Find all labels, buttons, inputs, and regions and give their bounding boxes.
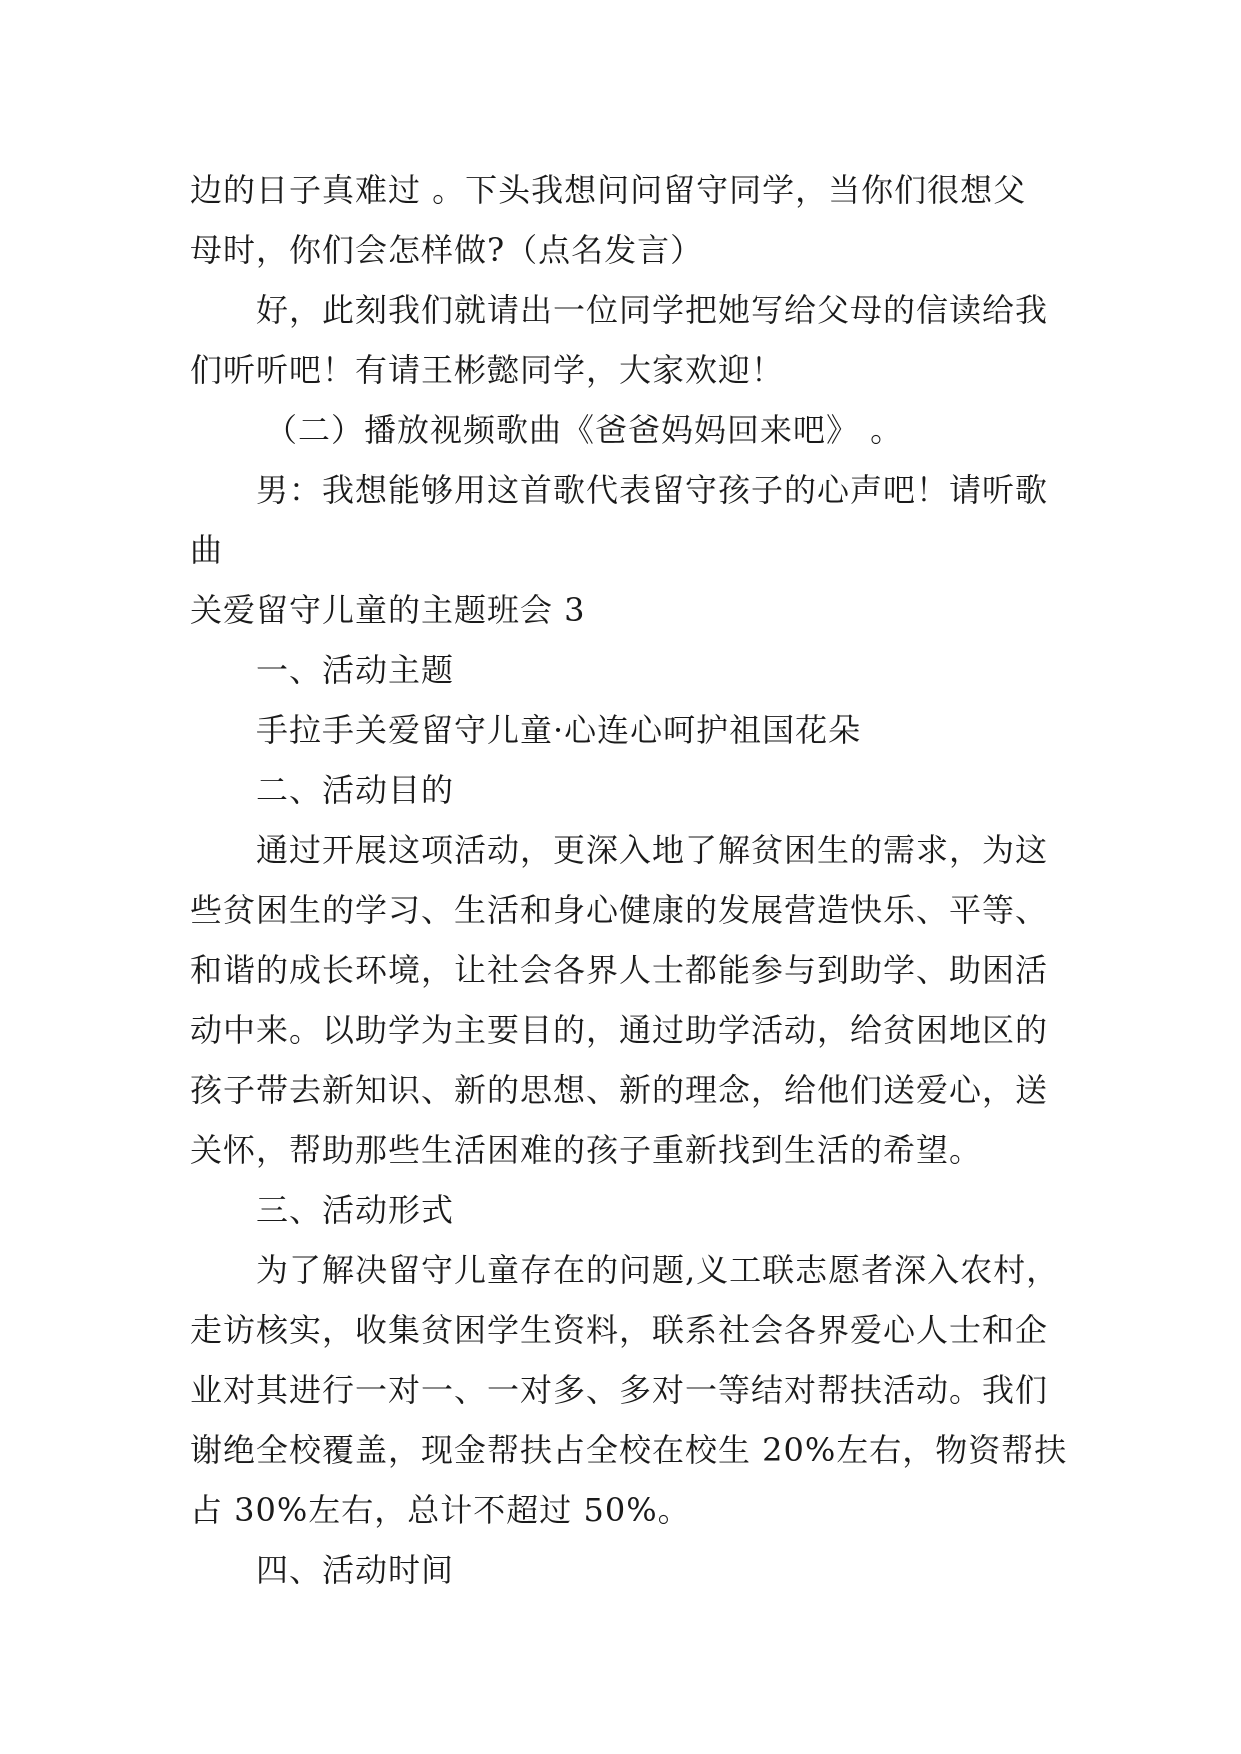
text-line: 好，此刻我们就请出一位同学把她写给父母的信读给我 (256, 291, 1049, 329)
text-line: 男：我想能够用这首歌代表留守孩子的心声吧！请听歌 (256, 471, 1049, 509)
text-line: 动中来。以助学为主要目的，通过助学活动，给贫困地区的 (190, 1011, 1049, 1049)
text-line: 为了解决留守儿童存在的问题,义工联志愿者深入农村， (256, 1251, 1060, 1289)
subsection-heading: 一、活动主题 (256, 651, 455, 689)
text-line: 关怀，帮助那些生活困难的孩子重新找到生活的希望。 (190, 1131, 983, 1169)
text-line: 和谐的成长环境，让社会各界人士都能参与到助学、助困活 (190, 951, 1049, 989)
text-line: 边的日子真难过 。下头我想问问留守同学，当你们很想父 (190, 171, 1027, 209)
section-heading: 关爱留守儿童的主题班会 3 (190, 591, 586, 629)
subsection-heading: 四、活动时间 (256, 1551, 455, 1589)
text-line: 手拉手关爱留守儿童·心连心呵护祖国花朵 (256, 711, 862, 749)
text-line: 曲 (190, 531, 224, 569)
text-line: 通过开展这项活动，更深入地了解贫困生的需求，为这 (256, 831, 1049, 869)
text-line: 孩子带去新知识、新的思想、新的理念，给他们送爱心，送 (190, 1071, 1049, 1109)
text-line: 些贫困生的学习、生活和身心健康的发展营造快乐、平等、 (190, 891, 1049, 929)
text-line: 谢绝全校覆盖，现金帮扶占全校在校生 20%左右，物资帮扶 (190, 1431, 1068, 1469)
text-line: 走访核实，收集贫困学生资料，联系社会各界爱心人士和企 (190, 1311, 1049, 1349)
subsection-heading: 二、活动目的 (256, 771, 455, 809)
document-body (190, 160, 1070, 1600)
text-line: 们听听吧！有请王彬懿同学，大家欢迎！ (190, 351, 785, 389)
text-line: 业对其进行一对一、一对多、多对一等结对帮扶活动。我们 (190, 1371, 1049, 1409)
text-line: （二）播放视频歌曲《爸爸妈妈回来吧》 。 (265, 411, 904, 449)
text-line: 母时，你们会怎样做?（点名发言） (190, 231, 704, 269)
text-line: 占 30%左右，总计不超过 50%。 (190, 1491, 691, 1529)
subsection-heading: 三、活动形式 (256, 1191, 455, 1229)
